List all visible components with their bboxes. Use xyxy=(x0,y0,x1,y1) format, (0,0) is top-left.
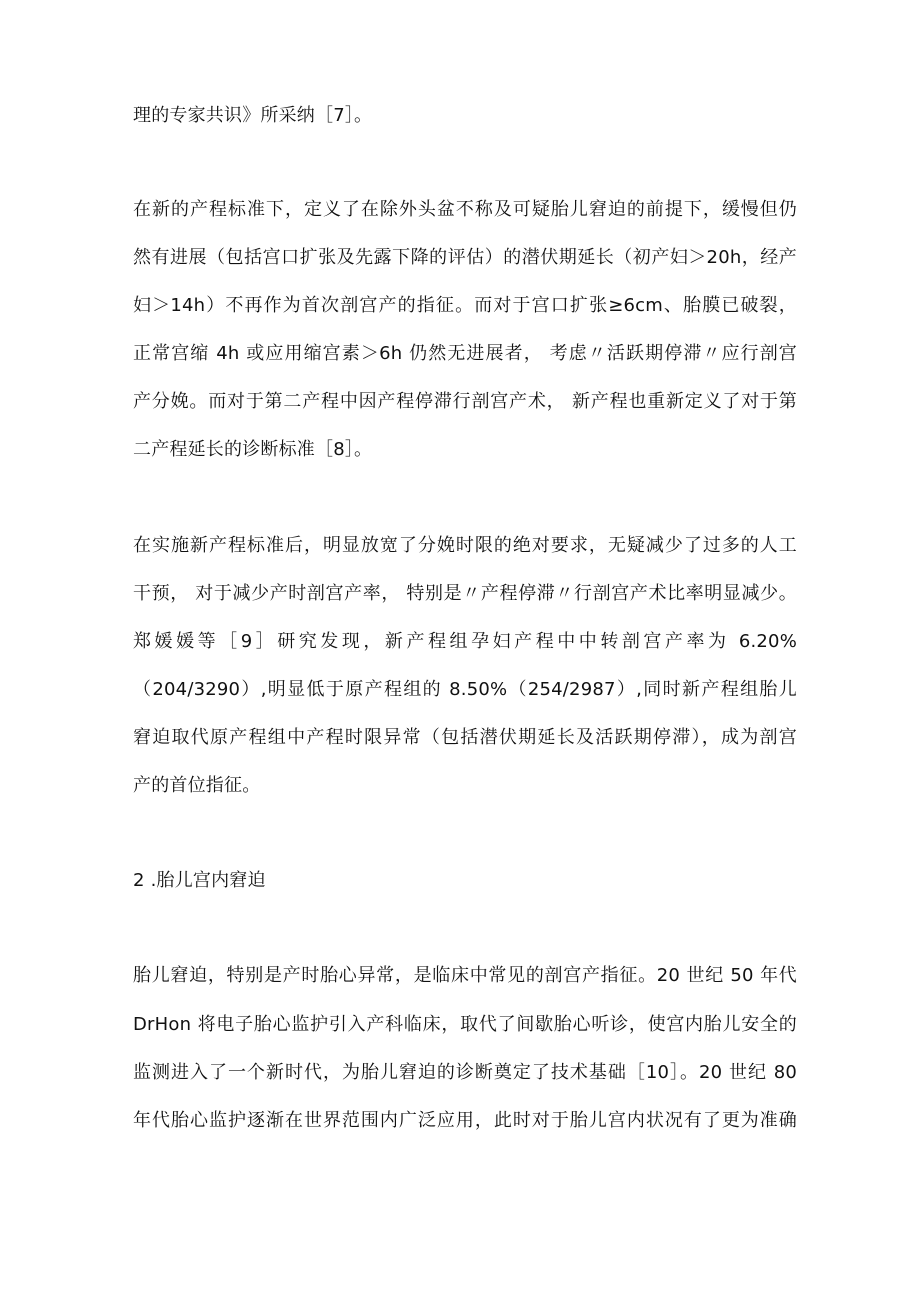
paragraph-2-line-5: 窘迫取代原产程组中产程时限异常（包括潜伏期延长及活跃期停滞），成为剖宫 xyxy=(133,727,797,748)
paragraph-2-line-4: （204/3290）,明显低于原产程组的 8.50%（254/2987）,同时新产程组胎儿 xyxy=(133,679,797,700)
paragraph-3-line-4: 年代胎心监护逐渐在世界范围内广泛应用，此时对于胎儿宫内状况有了更为准确 xyxy=(133,1110,797,1131)
paragraph-2-line-6: 产的首位指征。 xyxy=(133,775,261,796)
paragraph-2-line-3: 郑媛媛等［9］研究发现，新产程组孕妇产程中中转剖宫产率为 6.20% xyxy=(133,631,797,652)
paragraph-0-line-1: 理的专家共识》所采纳［7］。 xyxy=(133,105,373,126)
paragraph-3-line-1: 胎儿窘迫，特别是产时胎心异常，是临床中常见的剖宫产指征。20 世纪 50 年代 xyxy=(133,965,797,986)
paragraph-2-line-1: 在实施新产程标准后，明显放宽了分娩时限的绝对要求，无疑减少了过多的人工 xyxy=(133,535,797,556)
paragraph-1-line-5: 产分娩。而对于第二产程中因产程停滞行剖宫产术， 新产程也重新定义了对于第 xyxy=(133,391,797,412)
paragraph-3-line-3: 监测进入了一个新时代，为胎儿窘迫的诊断奠定了技术基础［10］。20 世纪 80 xyxy=(133,1062,797,1083)
paragraph-1-line-4: 正常宫缩 4h 或应用缩宫素＞6h 仍然无进展者， 考虑〃活跃期停滞〃应行剖宫 xyxy=(133,343,797,364)
section-heading: 2 .胎儿宫内窘迫 xyxy=(133,870,266,891)
paragraph-3-line-2: DrHon 将电子胎心监护引入产科临床，取代了间歇胎心听诊，使宫内胎儿安全的 xyxy=(133,1014,797,1035)
paragraph-1-line-3: 妇＞14h）不再作为首次剖宫产的指征。而对于宫口扩张≥6cm、胎膜已破裂， xyxy=(133,295,797,316)
paragraph-1-line-2: 然有进展（包括宫口扩张及先露下降的评估）的潜伏期延长（初产妇＞20h，经产 xyxy=(133,247,797,268)
paragraph-1-line-6: 二产程延长的诊断标准［8］。 xyxy=(133,439,373,460)
paragraph-1-line-1: 在新的产程标准下，定义了在除外头盆不称及可疑胎儿窘迫的前提下，缓慢但仍 xyxy=(133,199,797,220)
paragraph-2-line-2: 干预， 对于减少产时剖宫产率， 特别是〃产程停滞〃行剖宫产术比率明显减少。 xyxy=(133,583,797,604)
